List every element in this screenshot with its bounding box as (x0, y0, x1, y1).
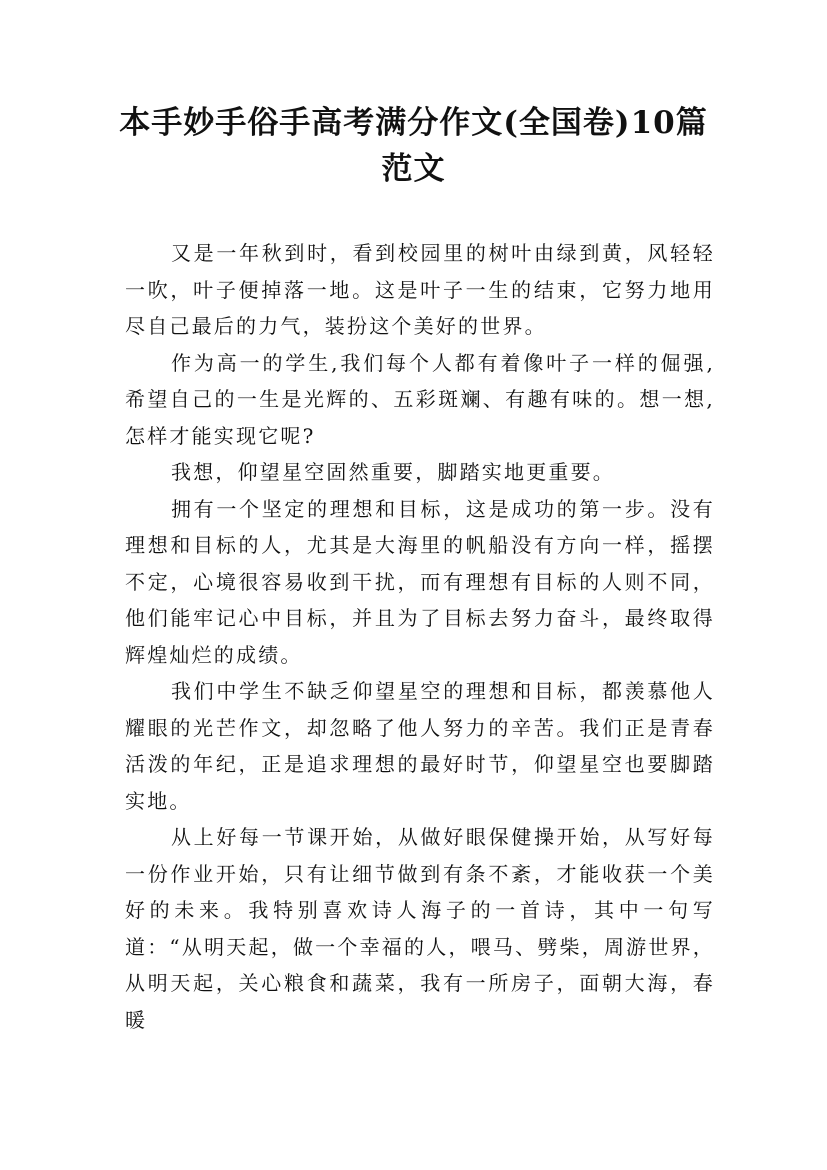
paragraph-3: 我想，仰望星空固然重要，脚踏实地更重要。 (171, 460, 615, 484)
document-title (90, 100, 737, 192)
paragraph-1: 又是一年秋到时，看到校园里的树叶由绿到黄，风轻轻一吹，叶子便掉落一地。这是叶子一生的结束，它努力地用尽自己最后的力气，装扮这个美好的世界。 (125, 241, 715, 338)
title-line-2: 范文 (381, 151, 446, 187)
title-line-1: 本手妙手俗手高考满分作文(全国卷)10篇 (119, 105, 708, 141)
paragraph-5: 我们中学生不缺乏仰望星空的理想和目标，都羡慕他人耀眼的光芒作文，却忽略了他人努力的辛苦。我们正是青春活泼的年纪，正是追求理想的最好时节，仰望星空也要脚踏实地。 (125, 679, 715, 813)
paragraph-4: 拥有一个坚定的理想和目标，这是成功的第一步。没有理想和目标的人，尤其是大海里的帆船没有方向一样，摇摆不定，心境很容易收到干扰，而有理想有目标的人则不同，他们能牢记心中目标，并且为了目标去努力奋斗，最终取得辉煌灿烂的成绩。 (125, 496, 715, 667)
paragraph-2: 作为高一的学生,我们每个人都有着像叶子一样的倔强,希望自己的一生是光辉的、五彩斑斓、有趣有味的。想一想,怎样才能实现它呢? (125, 350, 715, 448)
paragraph-6: 从上好每一节课开始，从做好眼保健操开始，从写好每一份作业开始，只有让细节做到有条不紊，才能收获一个美好的未来。我特别喜欢诗人海子的一首诗，其中一句写道：“从明天起，做一个幸福的人，喂马、劈柴，周游世界，从明天起，关心粮食和蔬菜，我有一所房子，面朝大海，春暖 (125, 825, 715, 1032)
document-body (125, 235, 715, 1038)
